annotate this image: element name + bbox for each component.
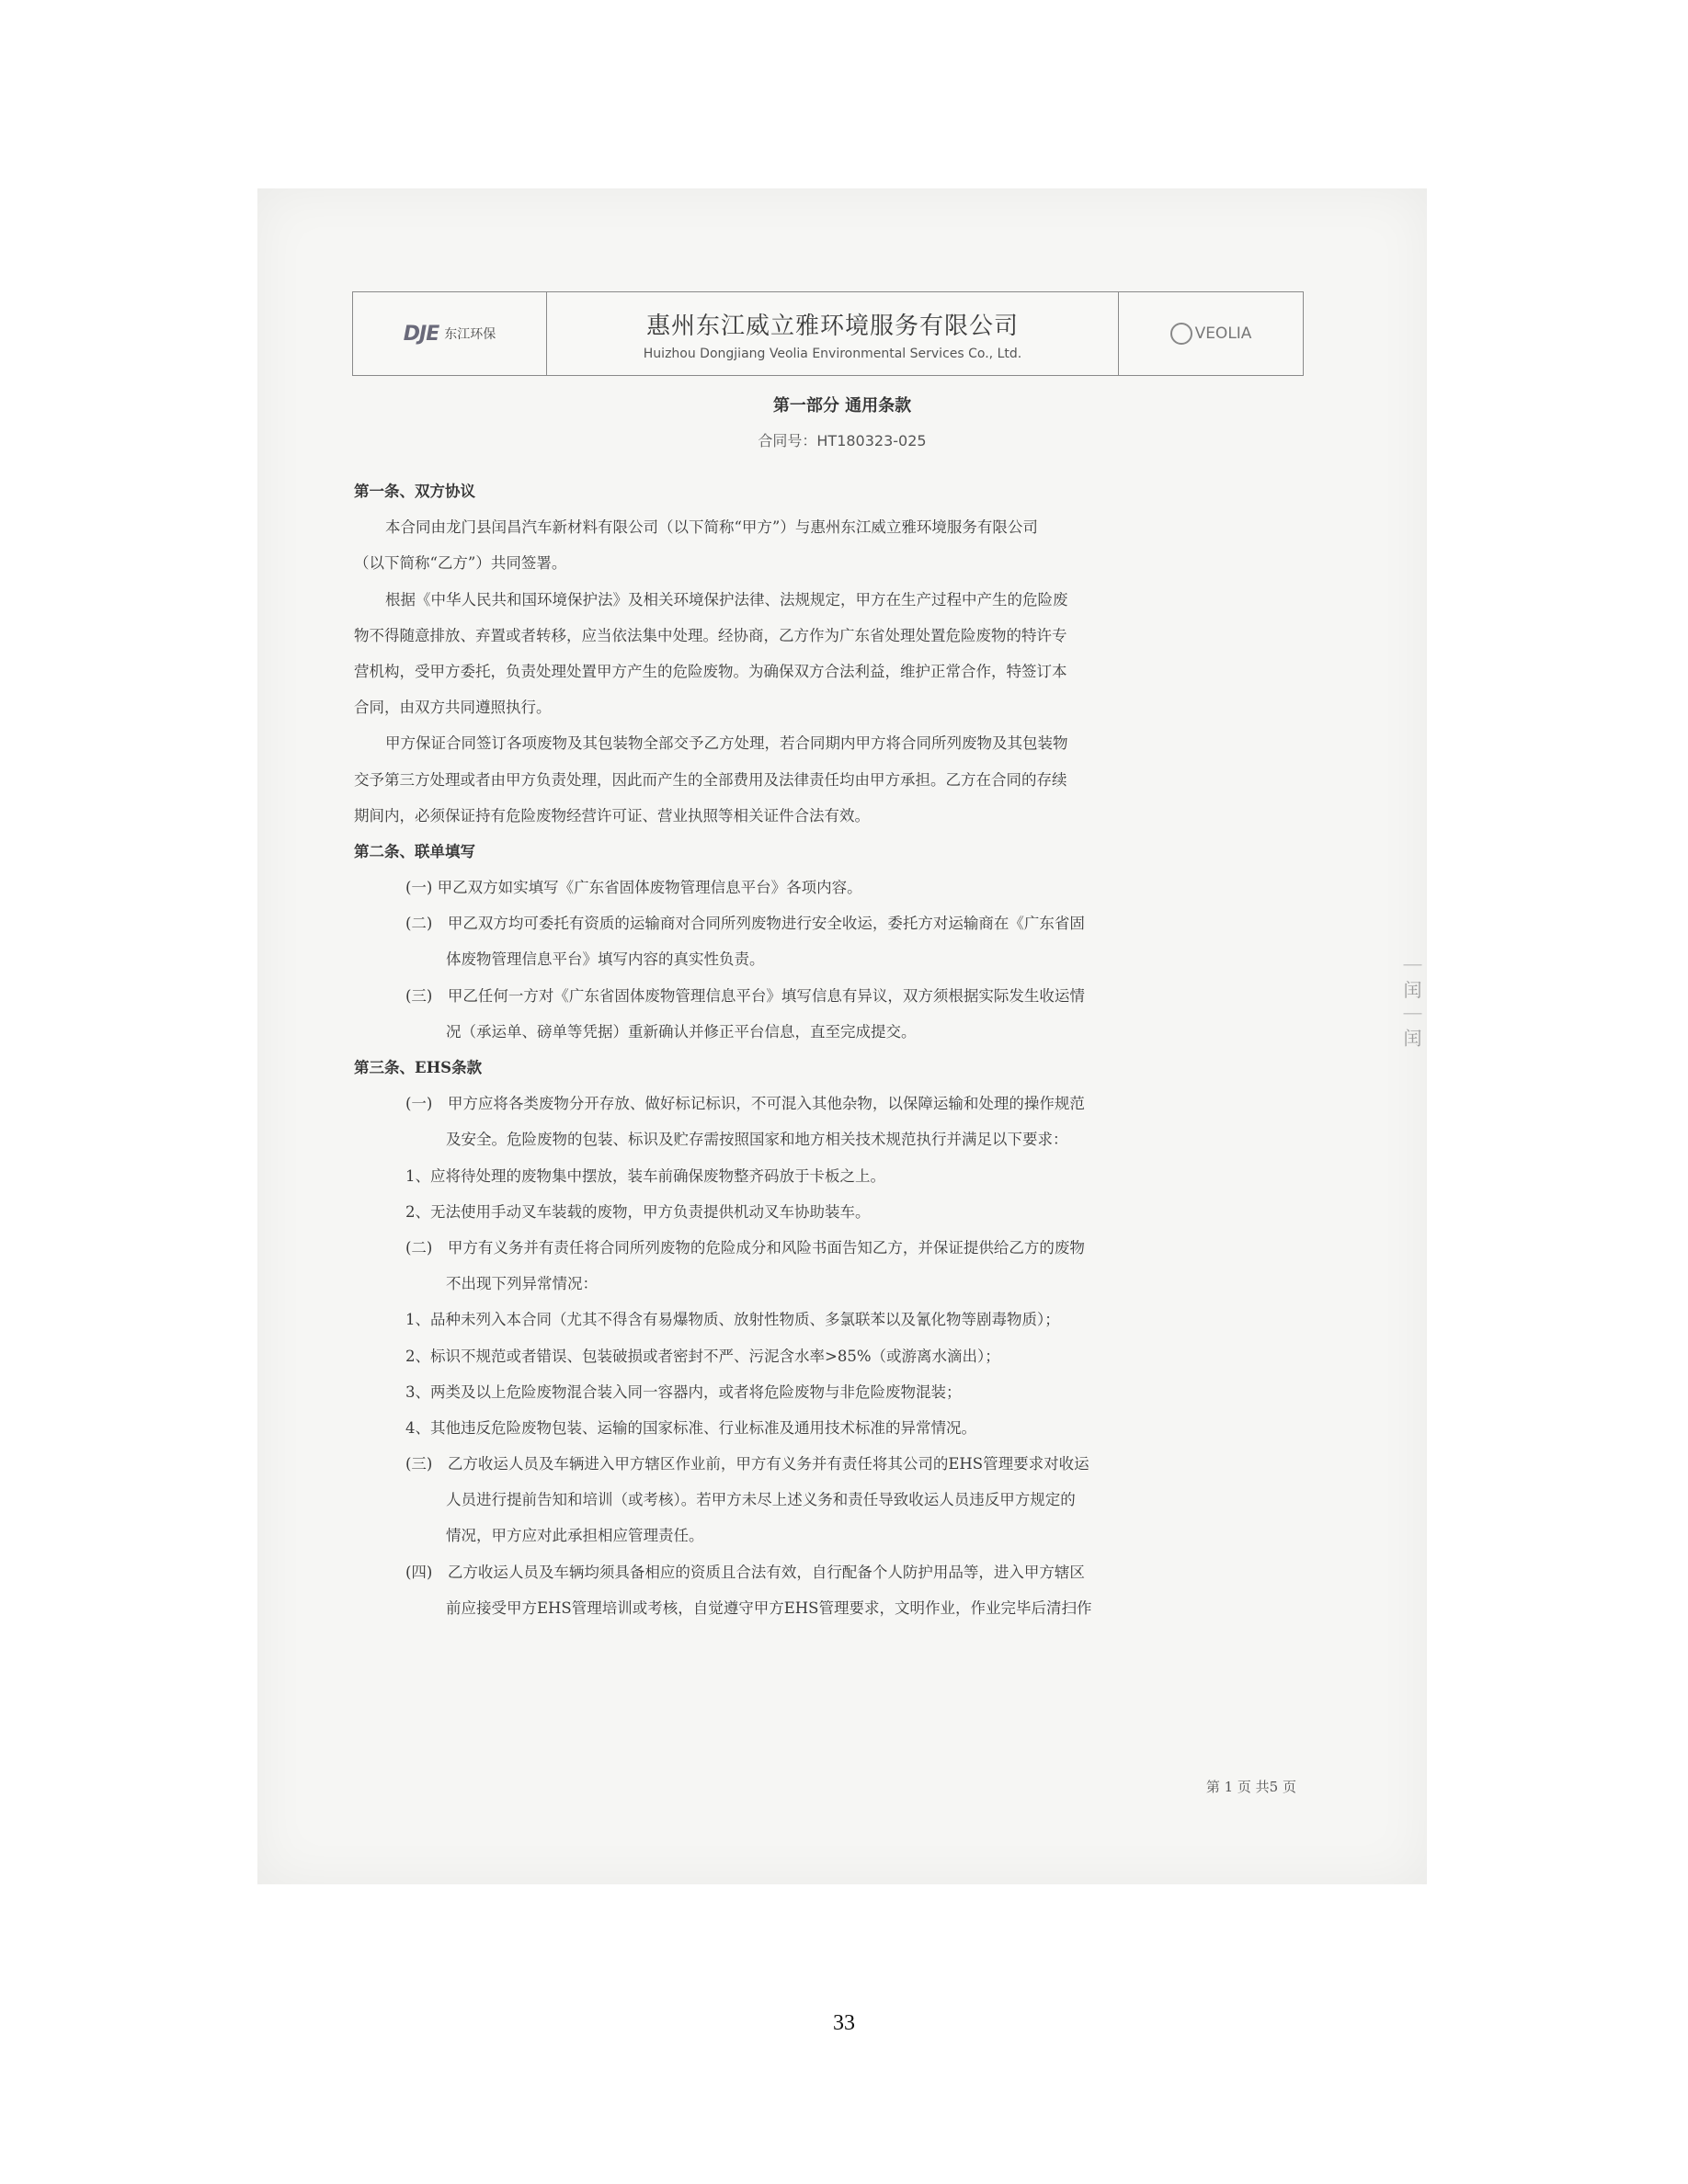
text-line: (三) 乙方收运人员及车辆进入甲方辖区作业前，甲方有义务并有责任将其公司的EHS管理要求对收运	[405, 1455, 1089, 1473]
scanned-page	[257, 188, 1427, 1884]
letterhead	[352, 291, 1304, 376]
text-line: 及安全。危险废物的包装、标识及贮存需按照国家和地方相关技术规范执行并满足以下要求：	[446, 1131, 1068, 1149]
dongjiang-logo	[353, 292, 547, 375]
text-line: 合同，由双方共同遵照执行。	[354, 699, 552, 717]
text-line: 物不得随意排放、弃置或者转移，应当依法集中处理。经协商，乙方作为广东省处理处置危险废物的特许专	[354, 626, 1067, 644]
text-line: (二) 甲方有义务并有责任将合同所列废物的危险成分和风险书面告知乙方，并保证提供给乙方的废物	[405, 1238, 1085, 1257]
text-line: (二) 甲乙双方均可委托有资质的运输商对合同所列废物进行安全收运，委托方对运输商在《广东省固	[405, 915, 1085, 933]
dongjiang-logo-mark: DJE	[403, 322, 439, 346]
text-line: 1、应将待处理的废物集中摆放，装车前确保废物整齐码放于卡板之上。	[405, 1166, 885, 1185]
veolia-logo	[1119, 292, 1303, 375]
text-line: 体废物管理信息平台》填写内容的真实性负责。	[446, 950, 765, 969]
article-heading: 第二条、联单填写	[354, 842, 475, 860]
text-line: 情况，甲方应对此承担相应管理责任。	[446, 1527, 704, 1545]
text-line: 3、两类及以上危险废物混合装入同一容器内，或者将危险废物与非危险废物混装；	[405, 1382, 962, 1401]
dongjiang-logo-name: 东江环保	[444, 327, 496, 342]
text-line: 不出现下列异常情况：	[446, 1275, 598, 1293]
text-line: 况（承运单、磅单等凭据）重新确认并修正平台信息，直至完成提交。	[446, 1022, 917, 1041]
text-line: 2、无法使用手动叉车装载的废物，甲方负责提供机动叉车协助装车。	[405, 1202, 871, 1221]
text-line: 2、标识不规范或者错误、包装破损或者密封不严、污泥含水率>85%（或游离水滴出）；	[405, 1347, 1000, 1365]
text-line: 营机构，受甲方委托，负责处理处置甲方产生的危险废物。为确保双方合法利益，维护正常合作，特签订本	[354, 662, 1067, 680]
text-line: 本合同由龙门县闰昌汽车新材料有限公司（以下简称“甲方”）与惠州东江威立雅环境服务有限公司	[385, 518, 1038, 537]
veolia-logo-text: VEOLIA	[1194, 324, 1252, 343]
company-name-block	[547, 292, 1119, 375]
text-line: 1、品种未列入本合同（尤其不得含有易爆物质、放射性物质、多氯联苯以及氰化物等剧毒物质）；	[405, 1311, 1060, 1329]
contract-number: 合同号：HT180323-025	[758, 432, 927, 449]
text-line: 期间内，必须保证持有危险废物经营许可证、营业执照等相关证件合法有效。	[354, 806, 870, 825]
article-heading: 第三条、EHS条款	[354, 1059, 483, 1076]
text-line: 人员进行提前告知和培训（或考核）。若甲方未尽上述义务和责任导致收运人员违反甲方规定的	[446, 1491, 1076, 1509]
section-title: 第一部分 通用条款	[772, 396, 912, 415]
text-line: 前应接受甲方EHS管理培训或考核，自觉遵守甲方EHS管理要求，文明作业，作业完毕后清扫作	[446, 1598, 1092, 1617]
text-line: 交予第三方处理或者由甲方负责处理，因此而产生的全部费用及法律责任均由甲方承担。乙方在合同的存续	[354, 770, 1067, 789]
text-line: 根据《中华人民共和国环境保护法》及相关环境保护法律、法规规定，甲方在生产过程中产生的危险废	[385, 590, 1068, 609]
text-line: 甲方保证合同签订各项废物及其包装物全部交予乙方处理，若合同期内甲方将合同所列废物及其包装物	[385, 734, 1068, 753]
veolia-circle-icon	[1170, 323, 1192, 345]
text-line: (一) 甲乙双方如实填写《广东省固体废物管理信息平台》各项内容。	[405, 879, 862, 897]
text-line: (一) 甲方应将各类废物分开存放、做好标记标识，不可混入其他杂物，以保障运输和处理的操作规范	[405, 1095, 1085, 1113]
company-name-en: Huizhou Dongjiang Veolia Environmental Services Co., Ltd.	[643, 346, 1022, 361]
text-line: （以下简称“乙方”）共同签署。	[354, 554, 567, 573]
contract-body	[354, 473, 1301, 1626]
article-heading: 第一条、双方协议	[354, 483, 475, 500]
text-line: (四) 乙方收运人员及车辆均须具备相应的资质且合法有效，自行配备个人防护用品等，进入甲方辖区	[405, 1563, 1085, 1581]
text-line: (三) 甲乙任何一方对《广东省固体废物管理信息平台》填写信息有异议，双方须根据实际发生收运情	[405, 986, 1085, 1005]
page-footer: 第 1 页 共5 页	[1205, 1779, 1296, 1795]
company-name-cn: 惠州东江威立雅环境服务有限公司	[645, 312, 1019, 340]
margin-stamp-mark: ｜ 闰 ｜ 闰	[1400, 956, 1422, 1048]
page-number: 33	[833, 2011, 855, 2035]
text-line: 4、其他违反危险废物包装、运输的国家标准、行业标准及通用技术标准的异常情况。	[405, 1418, 976, 1437]
